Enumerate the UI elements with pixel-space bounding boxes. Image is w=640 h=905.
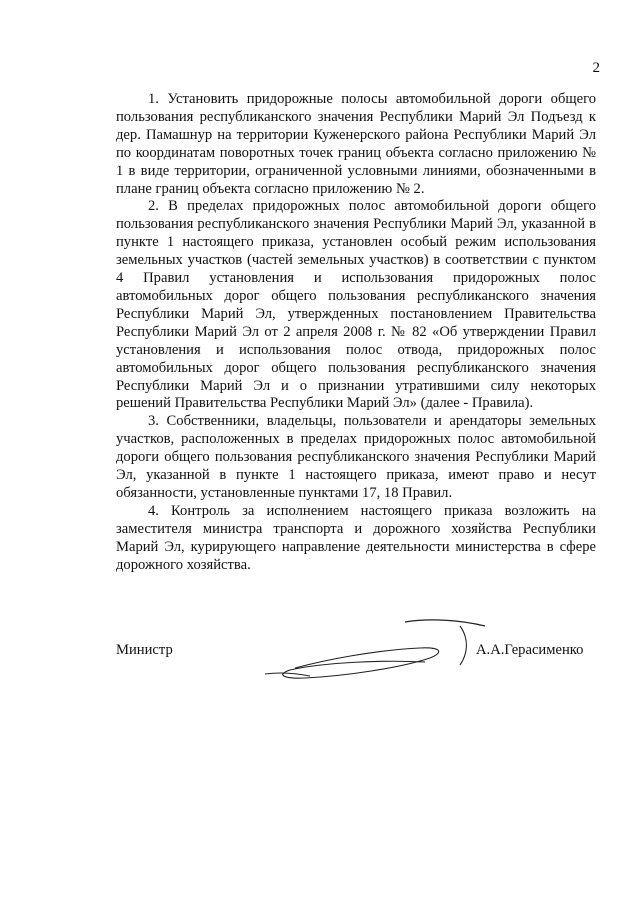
handwritten-signature [255,610,495,690]
paragraph-2: 2. В пределах придорожных полос автомобильной дороги общего пользования республиканского значения Республики Марий Эл, указанной в пункте 1 настоящего приказа, установлен особый режим использования земельных участков (частей земельных участков) в соответствии с пунктом 4 Правил установления и использования придорожных полос автомобильных дорог общего пользования республиканского значения Республики Марий Эл, утвержденных постановлением Правительства Республики Марий Эл от 2 апреля 2008 г. № 82 «Об утверждении Правил установления и использования полос отвода, придорожных полос автомобильных дорог общего пользования республиканского значения Республики Марий Эл и о признании утратившими силу некоторых решений Правительства Республики Марий Эл» (далее - Правила). [116,198,596,412]
paragraph-3: 3. Собственники, владельцы, пользователи и арендаторы земельных участков, расположенных в пределах придорожных полос автомобильной дороги общего пользования республиканского значения Республики Марий Эл, указанной в пункте 1 настоящего приказа, имеют право и несут обязанности, установленные пунктами 17, 18 Правил. [116,413,596,501]
page-number: 2 [592,60,600,76]
paragraph-1: 1. Установить придорожные полосы автомобильной дороги общего пользования республиканского значения Республики Марий Эл Подъезд к дер. Памашнур на территории Куженерского района Республики Марий Эл по координатам поворотных точек границ объекта согласно приложению № 1 в виде территории, ограниченной условными линиями, обозначенными в плане границ объекта согласно приложению № 2. [116,91,596,197]
signatory-name: А.А.Герасименко [476,642,584,658]
signatory-title: Министр [116,642,173,658]
paragraph-4: 4. Контроль за исполнением настоящего приказа возложить на заместителя министра транспорта и дорожного хозяйства Республики Марий Эл, курирующего направление деятельности министерства в сфере дорожного хозяйства. [116,502,596,573]
document-body [116,91,596,574]
